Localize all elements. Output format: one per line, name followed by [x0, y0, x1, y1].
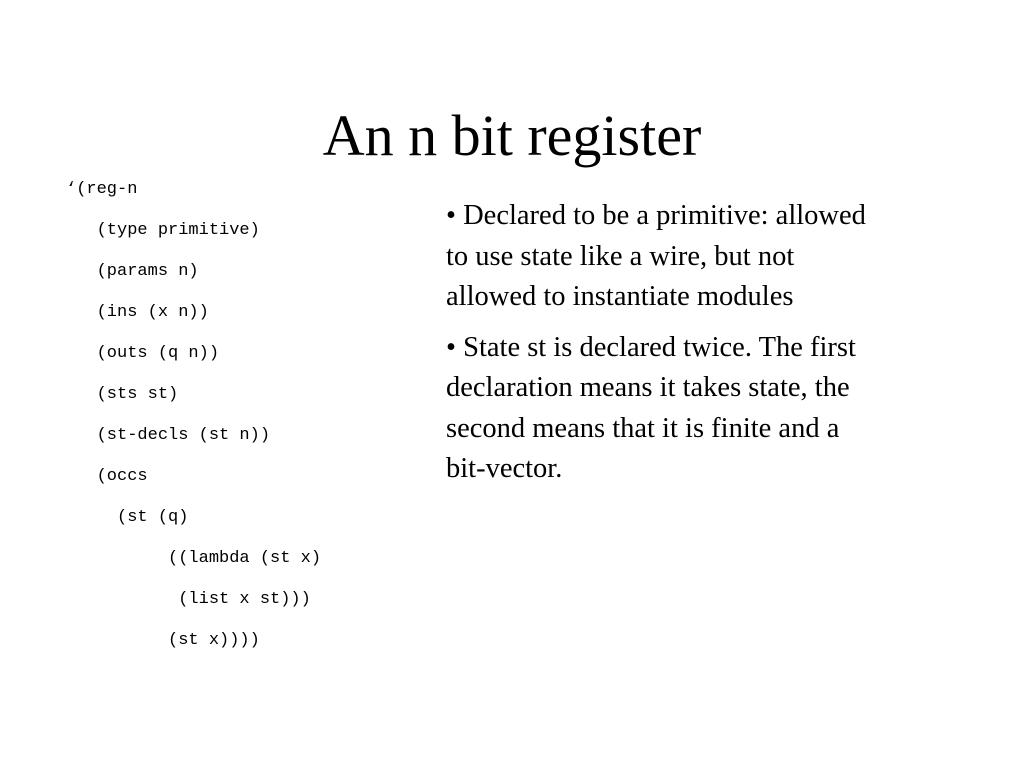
bullet-list — [446, 196, 976, 500]
code-block — [66, 180, 426, 672]
code-line: (sts st) — [66, 385, 179, 404]
code-line: (type primitive) — [66, 221, 260, 240]
code-line: (ins (x n)) — [66, 303, 209, 322]
code-line: (params n) — [66, 262, 199, 281]
code-line: ((lambda (st x) — [66, 549, 322, 568]
code-line: ‘(reg-n — [66, 180, 138, 199]
bullet-line: bit-vector. — [446, 453, 563, 484]
bullet-item-state — [446, 328, 976, 490]
code-line: (st-decls (st n)) — [66, 426, 271, 445]
bullet-item-primitive — [446, 196, 976, 318]
bullet-line: second means that it is finite and a — [446, 412, 840, 444]
bullet-line: to use state like a wire, but not — [446, 240, 795, 272]
bullet-line: • Declared to be a primitive: allowed — [446, 200, 866, 231]
slide-title: An n bit register — [322, 103, 702, 168]
code-line: (st x)))) — [66, 631, 260, 650]
code-line: (outs (q n)) — [66, 344, 220, 363]
code-line: (occs — [66, 467, 148, 486]
bullet-line: allowed to instantiate modules — [446, 281, 794, 312]
bullet-line: declaration means it takes state, the — [446, 372, 850, 403]
code-line: (st (q) — [66, 508, 189, 527]
code-line: (list x st))) — [66, 590, 311, 609]
bullet-line: • State st is declared twice. The first — [446, 331, 856, 363]
